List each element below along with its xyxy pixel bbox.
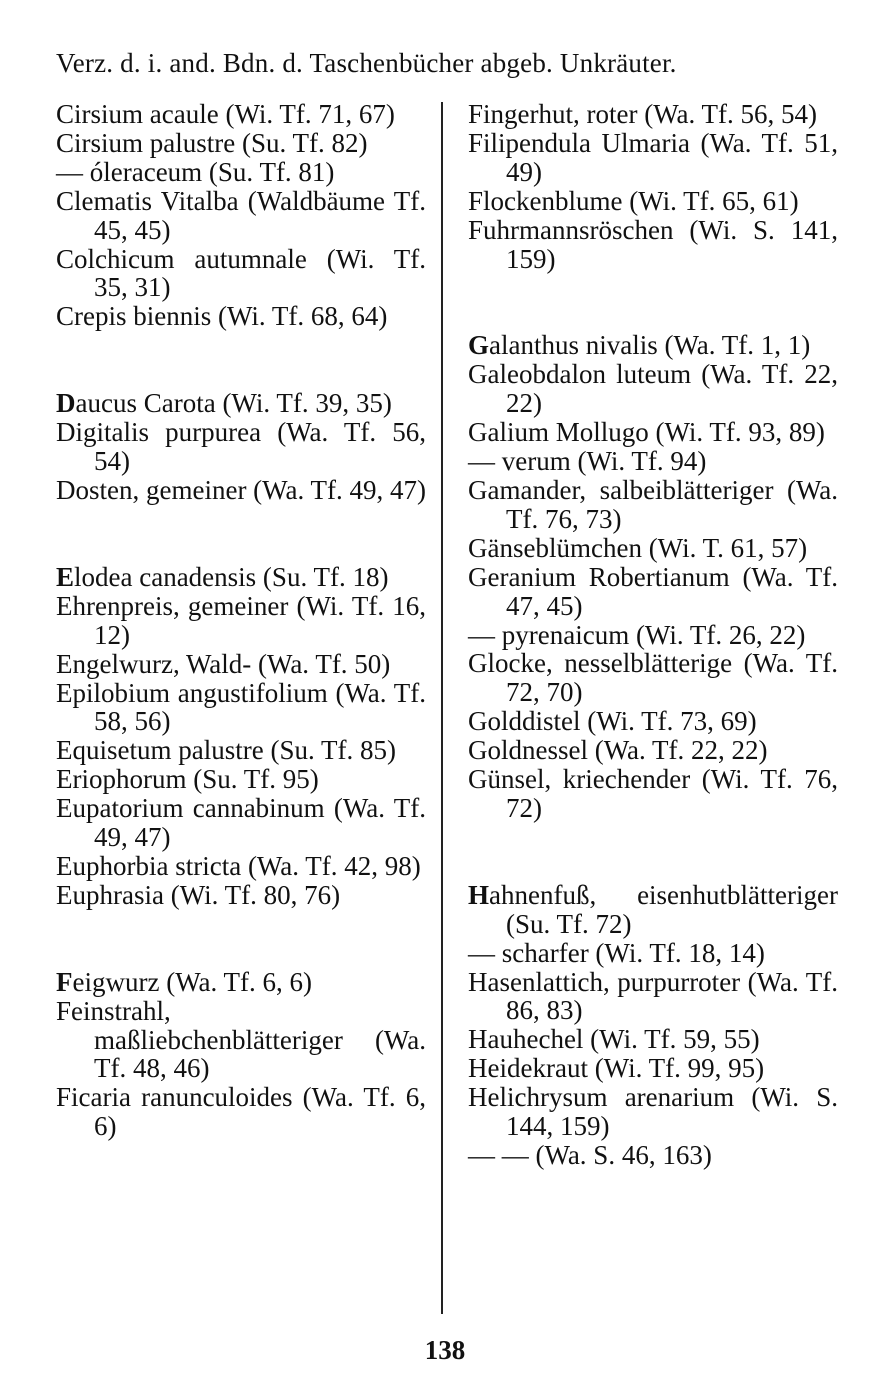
index-entry: Colchicum autumnale (Wi. Tf. 35, 31) xyxy=(56,243,426,303)
index-entry: Gamander, salbeiblätteriger (Wa. Tf. 76, 73) xyxy=(468,474,838,534)
index-entry: Clematis Vitalba (Waldbäume Tf. 45, 45) xyxy=(56,185,426,245)
section-initial: F xyxy=(56,966,73,997)
entry-text: ahnenfuß, eisenhutblätteriger (Su. Tf. 72) xyxy=(489,879,838,939)
index-entry: Hasenlattich, purpurroter (Wa. Tf. 86, 83) xyxy=(468,966,838,1026)
index-entry: Equisetum palustre (Su. Tf. 85) xyxy=(56,735,396,766)
index-entry: Engelwurz, Wald- (Wa. Tf. 50) xyxy=(56,648,391,679)
entry-text: aucus Carota (Wi. Tf. 39, 35) xyxy=(75,388,392,419)
index-entry: Euphrasia (Wi. Tf. 80, 76) xyxy=(56,879,341,910)
index-entry: Cirsium palustre (Su. Tf. 82) xyxy=(56,127,368,158)
index-entry xyxy=(56,389,426,418)
index-entry: Filipendula Ulmaria (Wa. Tf. 51, 49) xyxy=(468,127,838,187)
section-initial: D xyxy=(56,388,76,419)
page-number: 138 xyxy=(424,1335,466,1365)
running-header: Verz. d. i. and. Bdn. d. Taschenbücher abgeb. Unkräuter. xyxy=(56,48,677,78)
index-entry: — scharfer (Wi. Tf. 18, 14) xyxy=(468,937,765,968)
index-entry: Heidekraut (Wi. Tf. 99, 95) xyxy=(468,1053,765,1084)
index-entry: Golddistel (Wi. Tf. 73, 69) xyxy=(468,706,757,737)
index-entry: Helichrysum arenarium (Wi. S. 144, 159) xyxy=(468,1082,838,1142)
index-entry: Dosten, gemeiner (Wa. Tf. 49, 47) xyxy=(56,474,426,505)
index-entry: Geranium Robertianum (Wa. Tf. 47, 45) xyxy=(468,561,838,621)
index-column-right xyxy=(468,100,838,1170)
index-entry xyxy=(56,563,426,592)
index-entry: Gänseblümchen (Wi. T. 61, 57) xyxy=(468,532,808,563)
index-entry xyxy=(56,968,426,997)
index-entry: — verum (Wi. Tf. 94) xyxy=(468,446,707,477)
index-entry: Epilobium angustifolium (Wa. Tf. 58, 56) xyxy=(56,677,426,737)
entry-text: alanthus nivalis (Wa. Tf. 1, 1) xyxy=(489,330,811,361)
section-initial: E xyxy=(56,561,75,592)
index-entry: Ehrenpreis, gemeiner (Wi. Tf. 16, 12) xyxy=(56,590,426,650)
section-initial: H xyxy=(468,879,490,910)
index-entry: Digitalis purpurea (Wa. Tf. 56, 54) xyxy=(56,417,426,477)
index-entry: Cirsium acaule (Wi. Tf. 71, 67) xyxy=(56,99,395,129)
column-divider xyxy=(441,102,443,1314)
index-entry: Galium Mollugo (Wi. Tf. 93, 89) xyxy=(468,417,825,448)
index-entry: Fuhrmannsröschen (Wi. S. 141, 159) xyxy=(468,214,838,274)
index-entry: — pyrenaicum (Wi. Tf. 26, 22) xyxy=(468,619,806,650)
index-entry: — — (Wa. S. 46, 163) xyxy=(468,1140,712,1170)
section-initial: G xyxy=(468,330,490,361)
index-entry: Günsel, kriechender (Wi. Tf. 76, 72) xyxy=(468,764,838,823)
index-entry: Ficaria ranunculoides (Wa. Tf. 6, 6) xyxy=(56,1082,426,1142)
index-entry: Feinstrahl, maßliebchenblätteriger (Wa. Tf. 48, 46) xyxy=(56,995,426,1084)
index-entry: Hauhechel (Wi. Tf. 59, 55) xyxy=(468,1024,760,1055)
index-entry: Galeobdalon luteum (Wa. Tf. 22, 22) xyxy=(468,359,838,419)
index-entry: Fingerhut, roter (Wa. Tf. 56, 54) xyxy=(468,99,817,129)
entry-text: lodea canadensis (Su. Tf. 18) xyxy=(74,561,389,592)
index-entry: Glocke, nesselblätterige (Wa. Tf. 72, 70) xyxy=(468,648,838,708)
index-entry: — óleraceum (Su. Tf. 81) xyxy=(56,156,335,187)
index-entry xyxy=(468,331,838,360)
index-column-left xyxy=(56,100,426,1141)
index-entry: Flockenblume (Wi. Tf. 65, 61) xyxy=(468,185,799,216)
index-entry: Crepis biennis (Wi. Tf. 68, 64) xyxy=(56,301,388,332)
index-entry xyxy=(468,881,838,939)
index-entry: Goldnessel (Wa. Tf. 22, 22) xyxy=(468,735,768,766)
index-entry: Eupatorium cannabinum (Wa. Tf. 49, 47) xyxy=(56,793,426,853)
index-entry: Euphorbia stricta (Wa. Tf. 42, 98) xyxy=(56,850,421,881)
entry-text: eigwurz (Wa. Tf. 6, 6) xyxy=(72,966,312,997)
index-entry: Eriophorum (Su. Tf. 95) xyxy=(56,764,319,795)
